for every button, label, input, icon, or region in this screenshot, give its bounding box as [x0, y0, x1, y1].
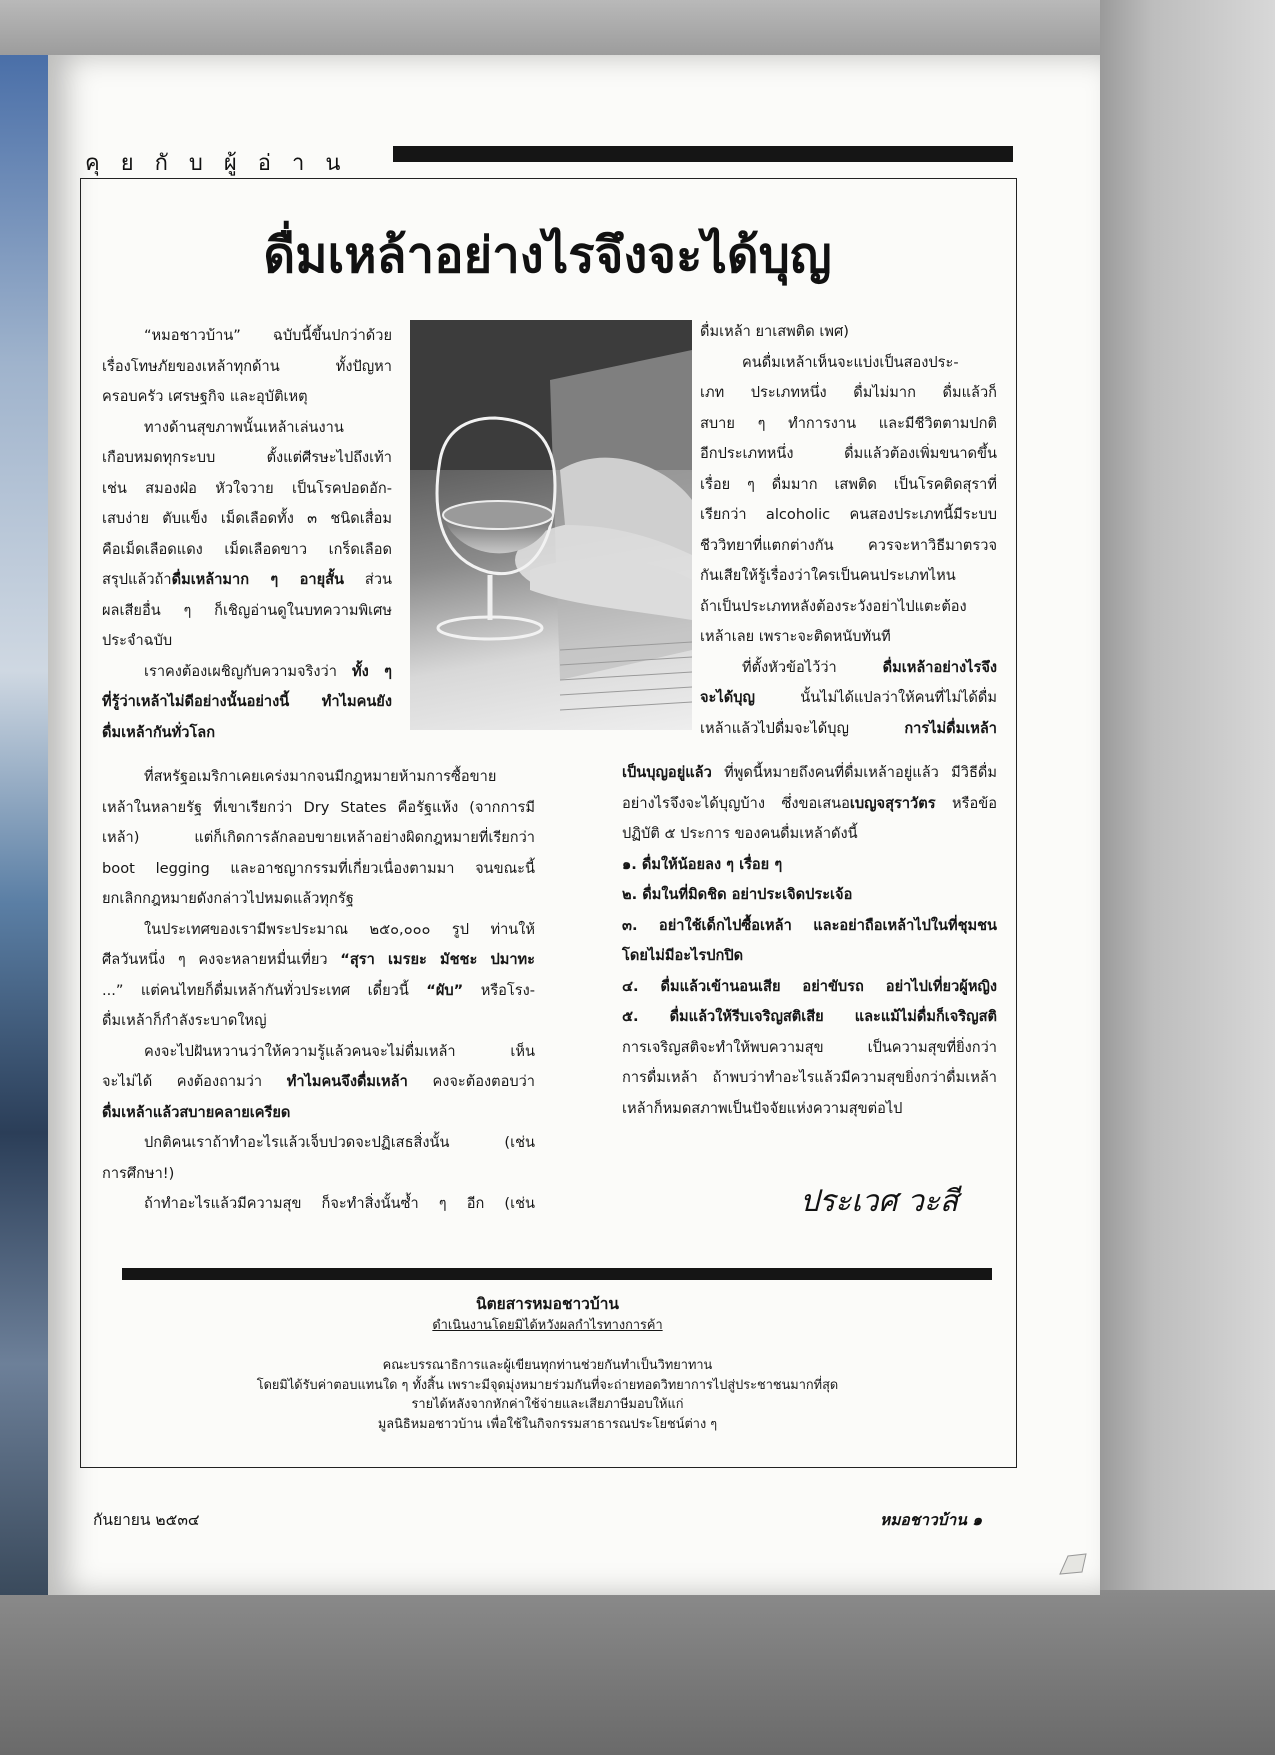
- magazine-cover-edge: [0, 55, 48, 1595]
- paragraph-line: [700, 500, 997, 531]
- text-run: ปฏิบัติ ๕ ประการ ของคนดื่มเหล้าดังนี้: [622, 825, 858, 842]
- text-run: ทางด้านสุขภาพนั้นเหล้าเล่นงาน: [144, 418, 344, 436]
- text-run: เสบง่าย ตับแข็ง เม็ดเลือดทั้ง ๓ ชนิดเสื่อม: [102, 510, 392, 527]
- brandy-glass-icon: [410, 320, 692, 730]
- text-run: ดื่มเหล้ามาก ๆ อายุสั้น: [171, 571, 345, 588]
- paragraph-line: [700, 317, 997, 348]
- text-run: ถ้าทำอะไรแล้วมีความสุข ก็จะทำสิ่งนั้นซ้ำ ๆ อีก (เช่น: [144, 1195, 535, 1212]
- text-run: เรื่อย ๆ ดื่มมาก เสพติด เป็นโรคติดสุราที่: [700, 475, 997, 493]
- text-run: ที่สหรัฐอเมริกาเคยเคร่งมากจนมีกฎหมายห้ามการซื้อขาย: [144, 768, 497, 785]
- paragraph-line: [700, 561, 997, 592]
- text-run: “สุรา เมรยะ มัชชะ ปมาทะ: [340, 951, 535, 968]
- list-item: [622, 972, 997, 1003]
- article-column-left-wide: [102, 762, 535, 1220]
- text-run: ๔. ดื่มแล้วเข้านอนเสีย อย่าขับรถ อย่าไปเที่ยวผู้หญิง: [622, 977, 997, 995]
- text-run: เกือบหมดทุกระบบ ตั้งแต่ศีรษะไปถึงเท้า: [102, 449, 392, 466]
- text-run: boot legging และอาชญากรรมที่เกี่ยวเนื่องตามมา จนขณะนี้: [102, 859, 535, 877]
- paragraph-line: [622, 758, 997, 789]
- scan-background-right: [1100, 0, 1275, 1755]
- paragraph-line: [102, 718, 392, 749]
- text-run: คงจะต้องตอบว่า: [407, 1073, 535, 1090]
- paragraph-line: [622, 1063, 997, 1094]
- text-run: การดื่มเหล้า ถ้าพบว่าทำอะไรแล้วมีความสุขยิ่งกว่าดื่มเหล้า: [622, 1069, 997, 1086]
- paragraph-line: [102, 565, 392, 596]
- scan-background-top: [0, 0, 1275, 60]
- text-run: ศีลวันหนึ่ง ๆ คงจะหลายหมื่นเที่ยว: [102, 951, 341, 968]
- paragraph-line: [102, 915, 535, 946]
- list-item: [622, 1002, 997, 1033]
- text-run: “ผับ”: [426, 981, 464, 999]
- paragraph-line: [102, 504, 392, 535]
- publication-title: นิตยสารหมอชาวบ้าน: [475, 1295, 620, 1313]
- text-run: ที่ตั้งหัวข้อไว้ว่า: [742, 658, 883, 676]
- paragraph-line: [102, 762, 535, 793]
- text-run: เหล้าแล้วไปดื่มจะได้บุญ: [700, 719, 905, 737]
- text-run: อย่างไรจึงจะได้บุญบ้าง ซึ่งขอเสนอ: [622, 794, 850, 812]
- text-run: เบญจสุราวัตร: [849, 794, 936, 812]
- paragraph-line: [102, 1189, 535, 1220]
- text-run: ชีววิทยาที่แตกต่างกัน ควรจะหาวิธีมาตรวจ: [700, 536, 997, 554]
- text-run: อีกประเภทหนึ่ง ดื่มแล้วต้องเพิ่มขนาดขึ้น: [700, 445, 997, 462]
- publication-info: [80, 1292, 1015, 1434]
- text-run: ส่วน: [344, 571, 392, 588]
- text-run: ยกเลิกกฎหมายดังกล่าวไปหมดแล้วทุกรัฐ: [102, 890, 354, 907]
- text-run: การศึกษา!): [102, 1164, 175, 1182]
- paragraph-line: [700, 653, 997, 684]
- article-column-right-wide: [622, 758, 997, 1124]
- page-corner-fold-icon: [1058, 1552, 1088, 1576]
- text-run: เช่น สมองฝ่อ หัวใจวาย เป็นโรคปอดอัก-: [102, 479, 392, 497]
- paragraph-line: [700, 683, 997, 714]
- text-run: ที่พูดนี้หมายถึงคนที่ดื่มเหล้าอยู่แล้ว มีวิธีดื่ม: [711, 764, 997, 781]
- paragraph-line: [622, 819, 997, 850]
- list-item: [622, 941, 997, 972]
- section-label: คุยกับผู้อ่าน: [85, 151, 362, 176]
- text-run: เหล้าเลย เพราะจะติดหนับทันที: [700, 628, 891, 645]
- text-run: เรียกว่า alcoholic คนสองประเภทนี้มีระบบ: [700, 506, 997, 523]
- paragraph-line: [102, 657, 392, 688]
- text-run: คงจะไปฝันหวานว่าให้ความรู้แล้วคนจะไม่ดื่มเหล้า เห็น: [144, 1042, 535, 1060]
- paragraph-line: [102, 823, 535, 854]
- text-run: จะไม่ได้ คงต้องถามว่า: [102, 1073, 287, 1090]
- text-run: หรือข้อ: [935, 794, 997, 812]
- paragraph-line: [102, 1159, 535, 1190]
- paragraph-line: [102, 687, 392, 718]
- publication-note-line: โดยมิได้รับค่าตอบแทนใด ๆ ทั้งสิ้น เพราะมีจุดมุ่งหมายร่วมกันที่จะถ่ายทอดวิทยาการไปสู่ประชาชนมากที่สุด: [256, 1377, 839, 1393]
- paragraph-line: [102, 443, 392, 474]
- text-run: ทั้ง ๆ: [351, 662, 392, 680]
- paragraph-line: [622, 1033, 997, 1064]
- text-run: กันเสียให้รู้เรื่องว่าใครเป็นคนประเภทไหน: [700, 567, 956, 584]
- text-run: ดื่มเหล้าอย่างไรจึง: [882, 658, 997, 676]
- text-run: เหล้า) แต่ก็เกิดการลักลอบขายเหล้าอย่างผิดกฎหมายที่เรียกว่า: [102, 829, 535, 846]
- paragraph-line: [102, 596, 392, 627]
- paragraph-line: [102, 474, 392, 505]
- paragraph-line: [700, 348, 997, 379]
- paragraph-line: [700, 470, 997, 501]
- text-run: เรื่องโทษภัยของเหล้าทุกด้าน ทั้งปัญหา: [102, 357, 392, 375]
- text-run: การเจริญสติจะทำให้พบความสุข เป็นความสุขที่ยิ่งกว่า: [622, 1038, 997, 1056]
- brandy-glass-photo: [410, 320, 692, 730]
- text-run: จะได้บุญ: [700, 689, 755, 706]
- text-run: เป็นบุญอยู่แล้ว: [622, 764, 712, 781]
- paragraph-line: [102, 854, 535, 885]
- text-run: ครอบครัว เศรษฐกิจ และอุบัติเหตุ: [102, 388, 308, 405]
- paragraph-line: [700, 622, 997, 653]
- text-run: คือเม็ดเลือดแดง เม็ดเลือดขาว เกร็ดเลือด: [102, 540, 392, 558]
- text-run: “หมอชาวบ้าน” ฉบับนี้ขึ้นปกว่าด้วย: [144, 327, 392, 344]
- paragraph-line: [102, 884, 535, 915]
- paragraph-line: [102, 626, 392, 657]
- paragraph-line: [102, 1098, 535, 1129]
- paragraph-line: [622, 1094, 997, 1125]
- paragraph-line: [700, 531, 997, 562]
- paragraph-line: [102, 352, 392, 383]
- text-run: ทำไมคนจึงดื่มเหล้า: [286, 1073, 408, 1090]
- text-run: เราคงต้องเผชิญกับความจริงว่า: [144, 662, 352, 680]
- publication-subtitle: ดำเนินงานโดยมิได้หวังผลกำไรทางการค้า: [432, 1318, 663, 1333]
- paragraph-line: [700, 378, 997, 409]
- paragraph-line: [102, 1006, 535, 1037]
- text-run: ดื่มเหล้าก็กำลังระบาดใหญ่: [102, 1012, 267, 1029]
- author-signature: ประเวศ วะสี: [800, 1184, 959, 1219]
- paragraph-line: [622, 789, 997, 820]
- text-run: ดื่มเหล้าแล้วสบายคลายเครียด: [102, 1103, 291, 1121]
- text-run: ในประเทศของเรามีพระประมาณ ๒๕๐,๐๐๐ รูป ท่านให้: [144, 920, 535, 938]
- paragraph-line: [102, 1037, 535, 1068]
- text-run: ๓. อย่าใช้เด็กไปซื้อเหล้า และอย่าถือเหล้าไปในที่ชุมชน: [622, 916, 997, 934]
- text-run: ปกติคนเราถ้าทำอะไรแล้วเจ็บปวดจะปฏิเสธสิ่งนั้น (เช่น: [144, 1134, 535, 1151]
- text-run: ๒. ดื่มในที่มิดชิด อย่าประเจิดประเจ้อ: [622, 886, 853, 903]
- paragraph-line: [102, 1067, 535, 1098]
- text-run: เหล้าก็หมดสภาพเป็นปัจจัยแห่งความสุขต่อไป: [622, 1099, 903, 1117]
- text-run: เหล้าในหลายรัฐ ที่เขาเรียกว่า Dry States คือรัฐแห้ง (จากการมี: [102, 798, 535, 816]
- page-number: หมอชาวบ้าน ๑: [880, 1511, 983, 1529]
- text-run: ผลเสียอื่น ๆ ก็เชิญอ่านดูในบทความพิเศษ: [102, 601, 392, 619]
- text-run: หรือโรง-: [463, 981, 535, 999]
- text-run: เภท ประเภทหนึ่ง ดื่มไม่มาก ดื่มแล้วก็: [700, 384, 997, 401]
- publication-note-line: คณะบรรณาธิการและผู้เขียนทุกท่านช่วยกันทำเป็นวิทยาทาน: [382, 1358, 713, 1373]
- text-run: สรุปแล้วถ้า: [102, 571, 172, 588]
- issue-date: กันยายน ๒๕๓๔: [93, 1511, 200, 1529]
- text-run: ๕. ดื่มแล้วให้รีบเจริญสติเสีย และแม้ไม่ดื่มก็เจริญสติ: [622, 1008, 997, 1025]
- text-run: ดื่มเหล้ากันทั่วโลก: [102, 723, 216, 741]
- article-column-right: [700, 317, 997, 744]
- text-run: คนดื่มเหล้าเห็นจะแบ่งเป็นสองประ-: [742, 353, 959, 371]
- paragraph-line: [700, 592, 997, 623]
- article-headline: ดื่มเหล้าอย่างไรจึงจะได้บุญ: [263, 226, 832, 284]
- text-run: ...” แต่คนไทยก็ดื่มเหล้ากันทั่วประเทศ เดี๋ยวนี้: [102, 981, 427, 999]
- text-run: ดื่มเหล้า ยาเสพติด เพศ): [700, 323, 849, 340]
- paragraph-line: [102, 413, 392, 444]
- text-run: การไม่ดื่มเหล้า: [904, 719, 997, 737]
- paragraph-line: [102, 945, 535, 976]
- text-run: ถ้าเป็นประเภทหลังต้องระวังอย่าไปแตะต้อง: [700, 597, 967, 615]
- text-run: สบาย ๆ ทำการงาน และมีชีวิตตามปกติ: [700, 414, 997, 432]
- scan-background-bottom: [0, 1590, 1275, 1755]
- publication-note-line: รายได้หลังจากหักค่าใช้จ่ายและเสียภาษีมอบให้แก่: [411, 1397, 684, 1412]
- paragraph-line: [102, 793, 535, 824]
- paragraph-line: [700, 409, 997, 440]
- paragraph-line: [102, 976, 535, 1007]
- list-item: [622, 850, 997, 881]
- paragraph-line: [700, 714, 997, 745]
- paragraph-line: [700, 439, 997, 470]
- paragraph-line: [102, 321, 392, 352]
- paragraph-line: [102, 382, 392, 413]
- paragraph-line: [102, 535, 392, 566]
- text-run: ประจำฉบับ: [102, 632, 173, 649]
- article-column-left: [102, 321, 392, 748]
- section-rule: [393, 146, 1013, 162]
- text-run: โดยไม่มีอะไรปกปิด: [622, 947, 744, 964]
- text-run: นั้นไม่ได้แปลว่าให้คนที่ไม่ได้ดื่ม: [754, 689, 997, 706]
- list-item: [622, 911, 997, 942]
- list-item: [622, 880, 997, 911]
- paragraph-line: [102, 1128, 535, 1159]
- footer-rule: [122, 1268, 992, 1280]
- text-run: ที่รู้ว่าเหล้าไม่ดีอย่างนั้นอย่างนี้ ทำไมคนยัง: [102, 693, 392, 710]
- publication-note-line: มูลนิธิหมอชาวบ้าน เพื่อใช้ในกิจกรรมสาธารณประโยชน์ต่าง ๆ: [377, 1416, 718, 1432]
- text-run: ๑. ดื่มให้น้อยลง ๆ เรื่อย ๆ: [622, 855, 783, 873]
